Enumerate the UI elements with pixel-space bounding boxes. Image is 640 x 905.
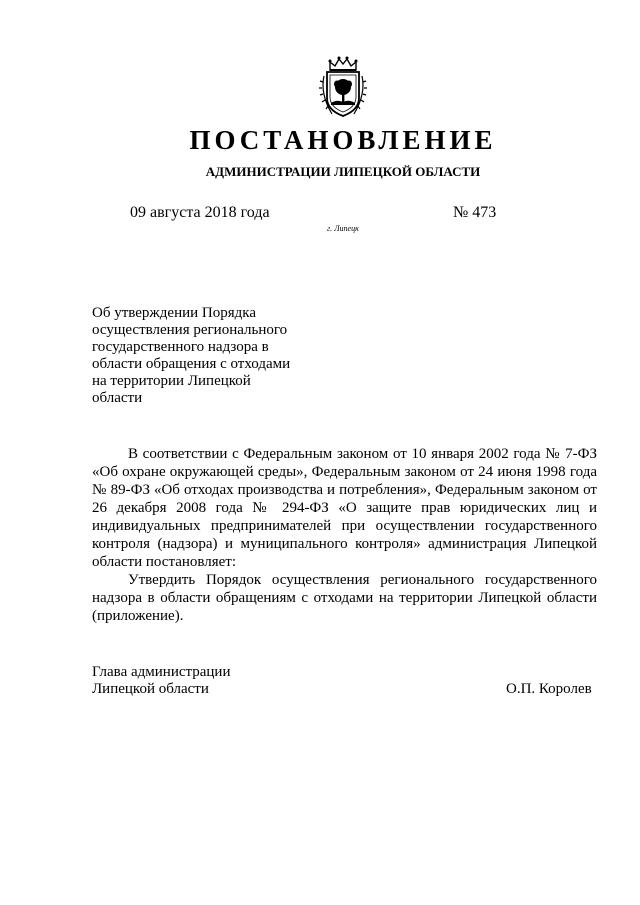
document-body	[92, 445, 597, 625]
issuing-authority: АДМИНИСТРАЦИИ ЛИПЕЦКОЙ ОБЛАСТИ	[205, 164, 481, 179]
document-number: № 473	[453, 204, 497, 221]
signatory-name: О.П. Королев	[506, 681, 592, 697]
document-date: 09 августа 2018 года	[130, 204, 270, 221]
subject-line: области	[92, 390, 143, 406]
document-subject	[92, 305, 312, 407]
body-paragraph: Утвердить Порядок осуществления регионального государственного надзора в области обращениям с отходами на территории Липецкой области (приложение).	[92, 572, 597, 624]
signatory-role-line: Липецкой области	[92, 681, 209, 697]
document-city: г. Липецк	[327, 224, 359, 233]
body-paragraph: В соответствии с Федеральным законом от 10 января 2002 года № 7-ФЗ «Об охране окружающей среды», Федеральным законом от 24 июня 1998 года № 89-ФЗ «Об отходах производства и потребления», Федеральным законом от 26 декабря 2008 года № 294-ФЗ «О защите прав юридических лиц и индивидуальных предпринимателей при осуществлении государственного контроля (надзора) и муниципального контроля» администрация Липецкой области постановляет:	[92, 446, 597, 570]
subject-line: государственного надзора в	[92, 339, 269, 355]
signatory-role	[92, 664, 230, 698]
document-title: ПОСТАНОВЛЕНИЕ	[189, 125, 497, 155]
subject-line: осуществления регионального	[92, 322, 288, 338]
coat-of-arms-emblem	[318, 56, 368, 118]
signatory-role-line: Глава администрации	[92, 664, 231, 680]
subject-line: на территории Липецкой	[92, 373, 251, 389]
subject-line: области обращения с отходами	[92, 356, 291, 372]
subject-line: Об утверждении Порядка	[92, 305, 256, 321]
